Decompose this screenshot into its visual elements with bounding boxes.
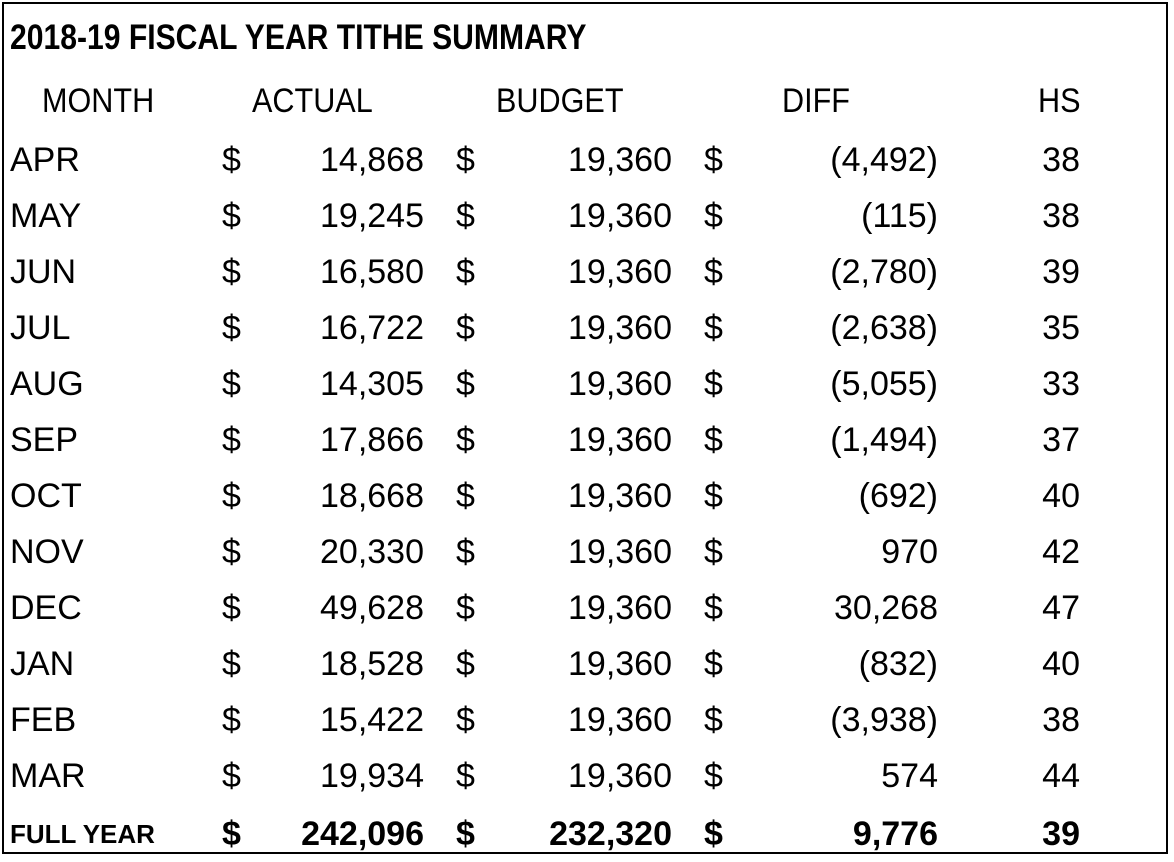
actual-cell: 19,934 [320, 757, 424, 795]
month-cell: NOV [10, 533, 84, 571]
diff-currency-symbol: $ [704, 365, 723, 403]
month-cell: SEP [10, 421, 79, 459]
table-row [4, 132, 1166, 188]
page-title: 2018-19 FISCAL YEAR TITHE SUMMARY [10, 18, 587, 57]
actual-currency-symbol: $ [222, 197, 241, 235]
actual-currency-symbol: $ [222, 589, 241, 627]
hs-cell: 33 [1042, 365, 1080, 403]
budget-currency-symbol: $ [456, 477, 475, 515]
actual-cell: 18,668 [320, 477, 424, 515]
diff-currency-symbol: $ [704, 533, 723, 571]
hs-cell: 47 [1042, 589, 1080, 627]
table-row [4, 580, 1166, 636]
budget-cell: 19,360 [568, 645, 672, 683]
diff-cell: 30,268 [834, 589, 938, 627]
hs-cell: 35 [1042, 309, 1080, 347]
diff-cell: (692) [858, 477, 938, 515]
actual-currency-symbol: $ [222, 533, 241, 571]
month-cell: APR [10, 141, 80, 179]
diff-cell: (1,494) [830, 421, 938, 459]
budget-cell: 19,360 [568, 197, 672, 235]
actual-cell: 18,528 [320, 645, 424, 683]
table-row [4, 188, 1166, 244]
hs-cell: 39 [1042, 815, 1080, 853]
header-month: MONTH [42, 82, 155, 120]
budget-cell: 19,360 [568, 421, 672, 459]
budget-currency-symbol: $ [456, 757, 475, 795]
actual-currency-symbol: $ [222, 645, 241, 683]
actual-cell: 242,096 [301, 815, 424, 853]
month-cell: JUL [10, 309, 71, 347]
header-budget: BUDGET [496, 82, 624, 120]
diff-cell: 9,776 [852, 815, 938, 853]
actual-currency-symbol: $ [222, 309, 241, 347]
budget-currency-symbol: $ [456, 421, 475, 459]
header-actual: ACTUAL [252, 82, 373, 120]
actual-currency-symbol: $ [222, 365, 241, 403]
actual-cell: 14,305 [320, 365, 424, 403]
actual-currency-symbol: $ [222, 253, 241, 291]
month-cell: JUN [10, 253, 77, 291]
month-cell: DEC [10, 589, 82, 627]
diff-cell: (832) [858, 645, 938, 683]
hs-cell: 44 [1042, 757, 1080, 795]
actual-cell: 49,628 [320, 589, 424, 627]
actual-cell: 19,245 [320, 197, 424, 235]
month-cell: JAN [10, 645, 75, 683]
hs-cell: 38 [1042, 197, 1080, 235]
budget-currency-symbol: $ [456, 533, 475, 571]
budget-cell: 19,360 [568, 477, 672, 515]
budget-currency-symbol: $ [456, 141, 475, 179]
table-row [4, 244, 1166, 300]
table-row [4, 468, 1166, 524]
actual-cell: 14,868 [320, 141, 424, 179]
budget-cell: 19,360 [568, 141, 672, 179]
diff-cell: (115) [861, 197, 938, 235]
diff-currency-symbol: $ [704, 477, 723, 515]
hs-cell: 42 [1042, 533, 1080, 571]
actual-cell: 16,722 [320, 309, 424, 347]
budget-cell: 232,320 [549, 815, 672, 853]
diff-cell: (2,780) [830, 253, 938, 291]
table-row [4, 356, 1166, 412]
header-diff: DIFF [782, 82, 850, 120]
budget-cell: 19,360 [568, 365, 672, 403]
hs-cell: 37 [1042, 421, 1080, 459]
month-cell: AUG [10, 365, 84, 403]
month-cell: MAR [10, 757, 86, 795]
hs-cell: 38 [1042, 141, 1080, 179]
tithe-summary-sheet [2, 2, 1168, 854]
diff-currency-symbol: $ [704, 141, 723, 179]
diff-cell: 574 [881, 757, 938, 795]
diff-currency-symbol: $ [704, 309, 723, 347]
actual-currency-symbol: $ [222, 477, 241, 515]
diff-cell: (4,492) [830, 141, 938, 179]
budget-cell: 19,360 [568, 253, 672, 291]
diff-cell: (5,055) [830, 365, 938, 403]
table-row [4, 524, 1166, 580]
hs-cell: 38 [1042, 701, 1080, 739]
month-cell: OCT [10, 477, 82, 515]
diff-currency-symbol: $ [704, 197, 723, 235]
month-cell: MAY [10, 197, 82, 235]
actual-currency-symbol: $ [222, 815, 241, 853]
table-row [4, 412, 1166, 468]
actual-cell: 17,866 [320, 421, 424, 459]
hs-cell: 40 [1042, 645, 1080, 683]
actual-cell: 20,330 [320, 533, 424, 571]
table-row [4, 300, 1166, 356]
budget-currency-symbol: $ [456, 815, 475, 853]
hs-cell: 40 [1042, 477, 1080, 515]
actual-currency-symbol: $ [222, 141, 241, 179]
budget-cell: 19,360 [568, 589, 672, 627]
budget-cell: 19,360 [568, 757, 672, 795]
diff-currency-symbol: $ [704, 701, 723, 739]
budget-currency-symbol: $ [456, 365, 475, 403]
diff-cell: (3,938) [830, 701, 938, 739]
actual-currency-symbol: $ [222, 421, 241, 459]
actual-cell: 15,422 [320, 701, 424, 739]
diff-currency-symbol: $ [704, 253, 723, 291]
diff-cell: 970 [881, 533, 938, 571]
diff-currency-symbol: $ [704, 815, 723, 853]
budget-cell: 19,360 [568, 701, 672, 739]
budget-currency-symbol: $ [456, 589, 475, 627]
budget-currency-symbol: $ [456, 197, 475, 235]
diff-cell: (2,638) [830, 309, 938, 347]
header-hs: HS [1038, 82, 1081, 120]
table-row [4, 636, 1166, 692]
diff-currency-symbol: $ [704, 589, 723, 627]
actual-currency-symbol: $ [222, 701, 241, 739]
budget-cell: 19,360 [568, 309, 672, 347]
budget-currency-symbol: $ [456, 309, 475, 347]
table-row [4, 692, 1166, 748]
actual-cell: 16,580 [320, 253, 424, 291]
budget-currency-symbol: $ [456, 645, 475, 683]
actual-currency-symbol: $ [222, 757, 241, 795]
budget-currency-symbol: $ [456, 701, 475, 739]
hs-cell: 39 [1042, 253, 1080, 291]
budget-cell: 19,360 [568, 533, 672, 571]
diff-currency-symbol: $ [704, 421, 723, 459]
diff-currency-symbol: $ [704, 645, 723, 683]
diff-currency-symbol: $ [704, 757, 723, 795]
total-row [4, 806, 1166, 862]
month-cell: FULL YEAR [10, 819, 155, 849]
month-cell: FEB [10, 701, 77, 739]
budget-currency-symbol: $ [456, 253, 475, 291]
table-row [4, 748, 1166, 804]
